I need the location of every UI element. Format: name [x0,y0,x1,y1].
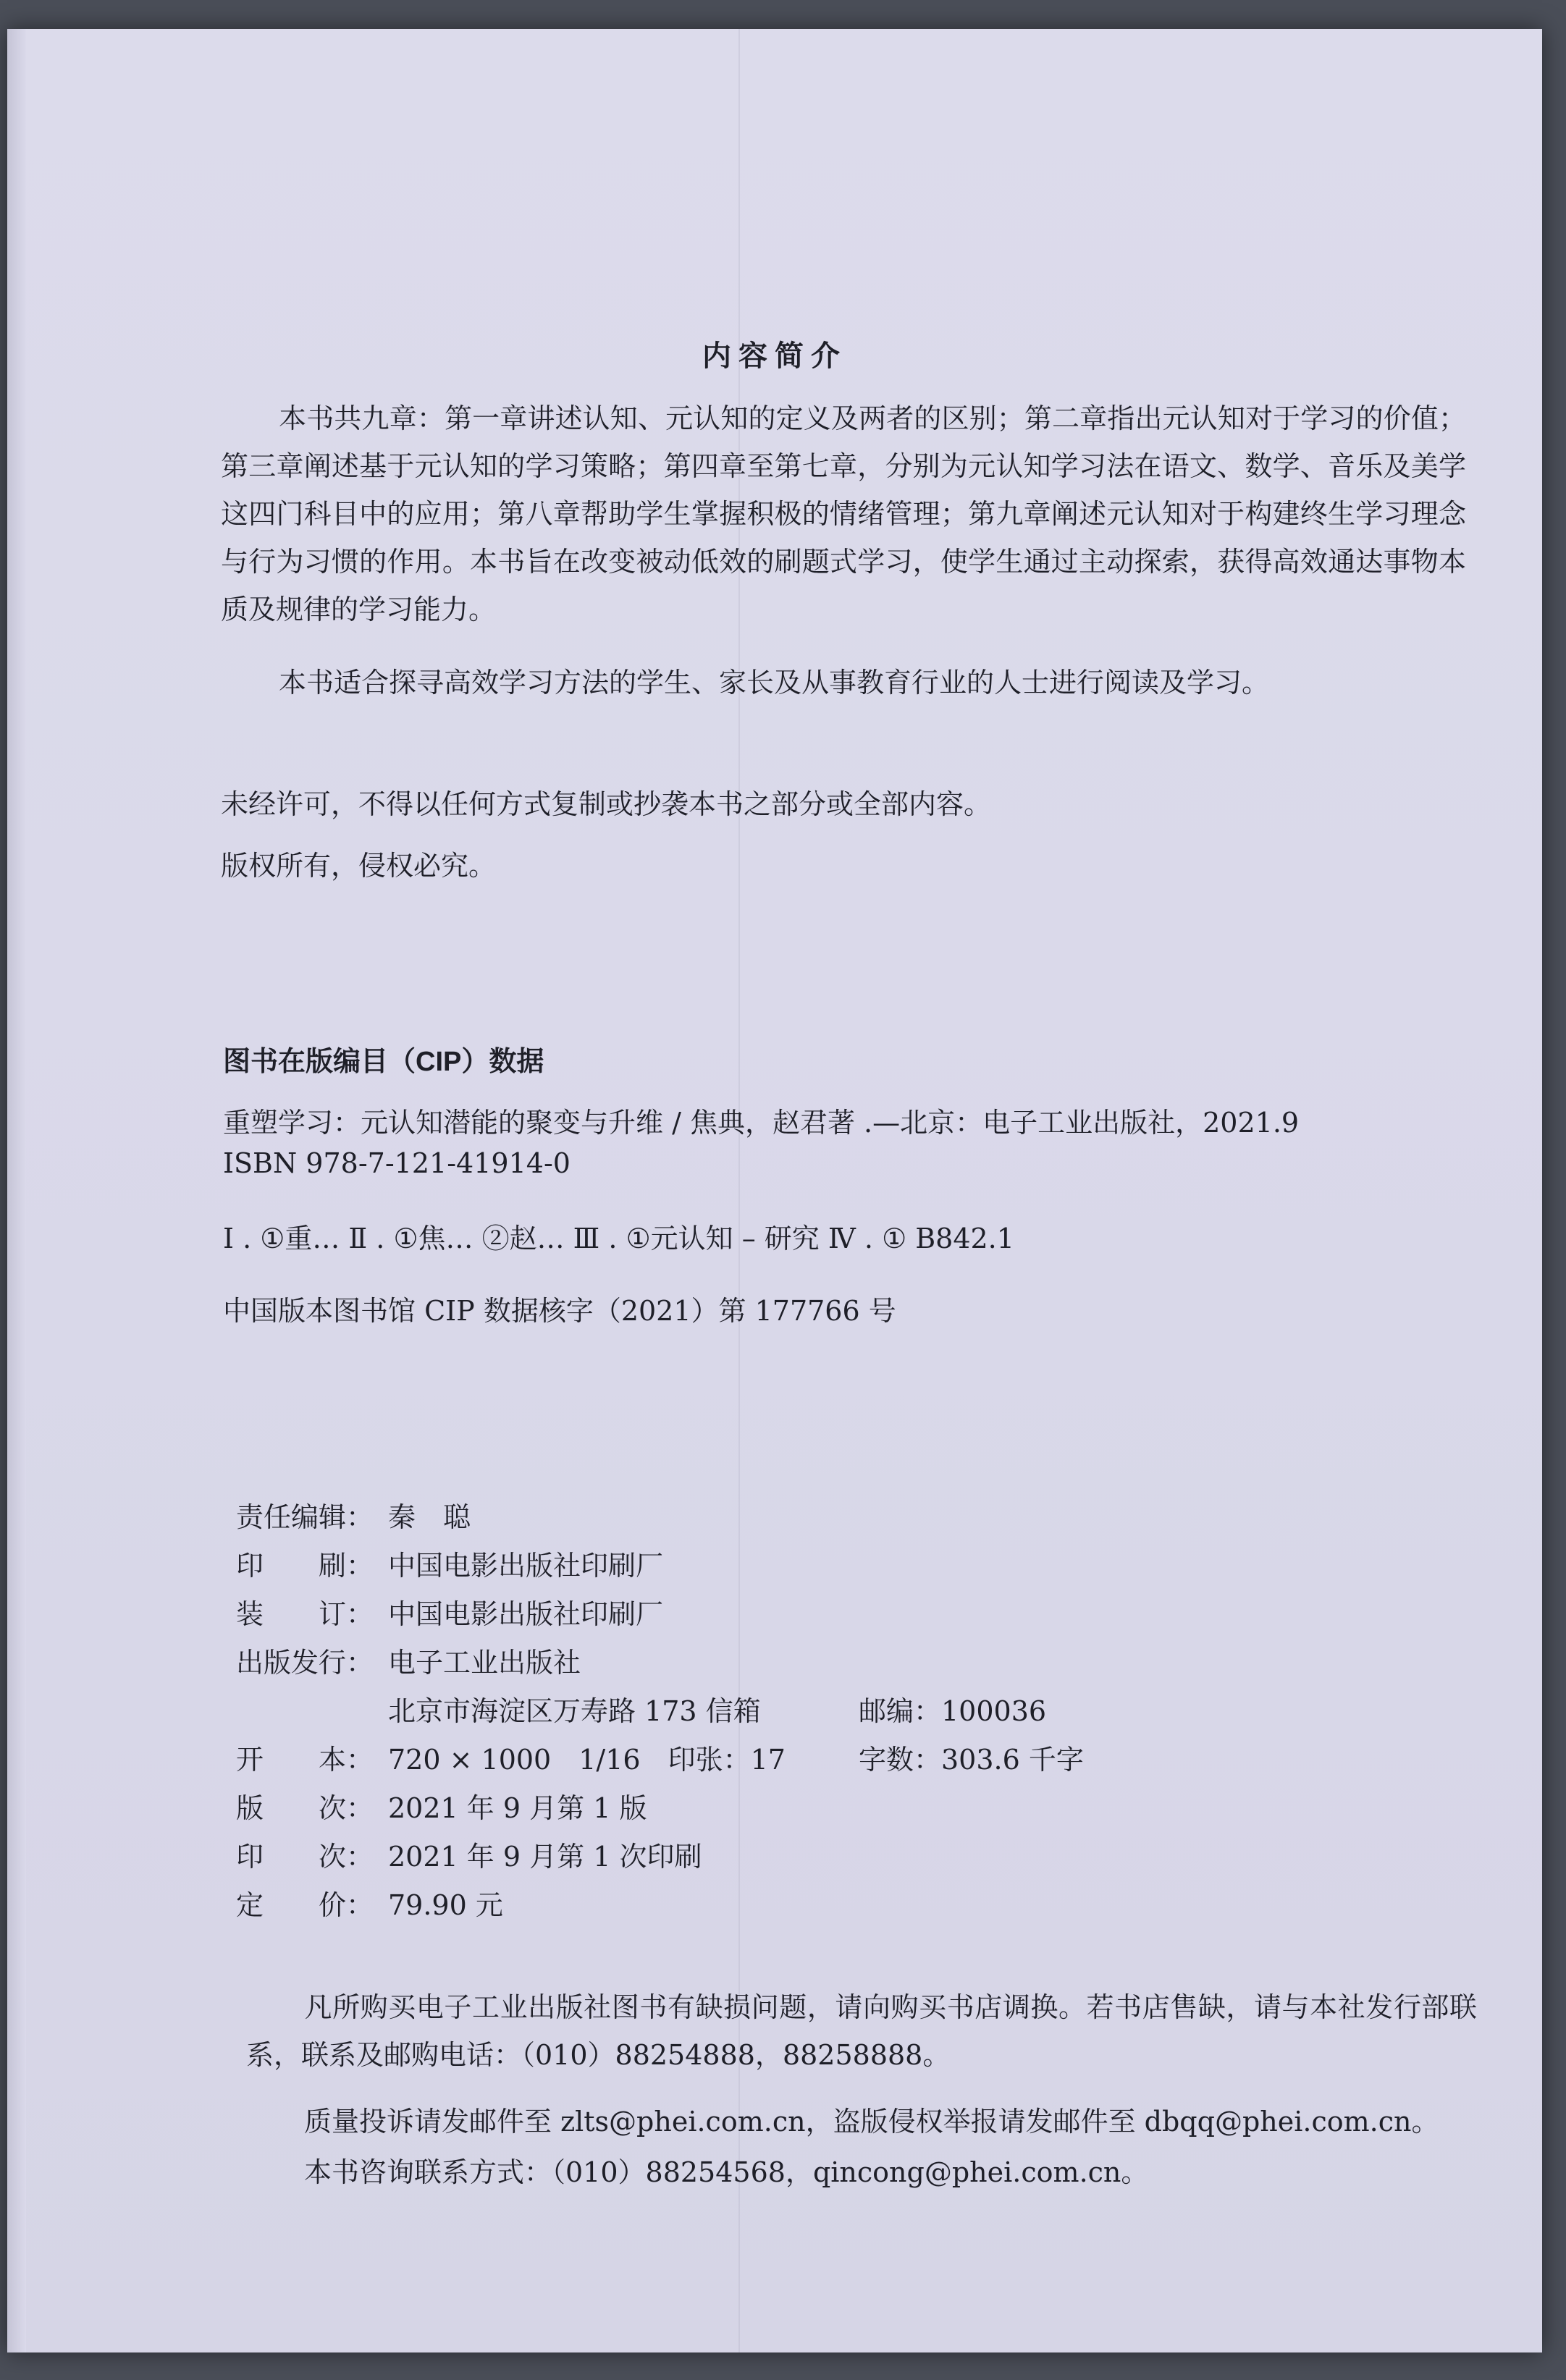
cip-heading: 图书在版编目（CIP）数据 [223,1047,544,1077]
detail-row-format [236,1737,1084,1777]
detail-extra: 邮编：100036 [859,1695,1047,1727]
detail-value: 2021 年 9 月第 1 次印刷 [388,1841,702,1873]
notice-quality: 质量投诉请发邮件至 zlts@phei.com.cn，盗版侵权举报请发邮件至 dbqq@phei.com.cn。 [304,2106,1439,2138]
detail-row-impression [236,1834,702,1874]
detail-row-printing [236,1543,663,1583]
detail-row-binding [236,1592,663,1632]
detail-label: 印 刷： [236,1550,374,1582]
detail-value: 电子工业出版社 [388,1647,581,1679]
copyright-notice: 未经许可，不得以任何方式复制或抄袭本书之部分或全部内容。 [221,788,992,820]
detail-row-publisher [236,1640,581,1680]
intro-audience-text: 本书适合探寻高效学习方法的学生、家长及从事教育行业的人士进行阅读及学习。 [279,667,1270,699]
detail-extra: 字数：303.6 千字 [859,1744,1084,1776]
detail-row-price [236,1883,503,1923]
notice-paragraph [246,1983,1477,2079]
detail-value: 中国电影出版社印刷厂 [388,1550,664,1582]
detail-label: 出版发行： [236,1647,374,1679]
cip-record: 重塑学习：元认知潜能的聚变与升维 / 焦典，赵君著 .—北京：电子工业出版社，2021.9 [223,1107,1300,1139]
detail-value: 北京市海淀区万寿路 173 信箱 [388,1695,761,1727]
detail-row-editor [236,1495,471,1535]
detail-label: 版 次： [236,1792,374,1824]
cip-classification: Ⅰ . ①重… Ⅱ . ①焦… ②赵… Ⅲ . ①元认知 – 研究 Ⅳ . ① B842.1 [223,1223,1014,1254]
cip-approval: 中国版本图书馆 CIP 数据核字（2021）第 177766 号 [223,1295,896,1327]
cip-isbn: ISBN 978-7-121-41914-0 [223,1147,571,1179]
detail-row-address [236,1689,1046,1729]
intro-title: 内容简介 [702,339,847,373]
detail-row-edition [236,1786,647,1826]
intro-paragraph-text: 本书共九章：第一章讲述认知、元认知的定义及两者的区别；第二章指出元认知对于学习的价值；第三章阐述基于元认知的学习策略；第四章至第七章，分别为元认知学习法在语文、数学、音乐及美学这四门科目中的应用；第八章帮助学生掌握积极的情绪管理；第九章阐述元认知对于构建终生学习理念与行为习惯的作用。本书旨在改变被动低效的刷题式学习，使学生通过主动探索，获得高效通达事物本质及规律的学习能力。 [221,402,1466,625]
detail-value: 79.90 元 [388,1889,503,1921]
detail-label: 责任编辑： [236,1501,374,1533]
copyright-rights: 版权所有，侵权必究。 [221,850,497,882]
detail-value: 720 × 1000 1/16 印张：17 [388,1744,786,1776]
notice-consult: 本书咨询联系方式：（010）88254568，qincong@phei.com.cn。 [304,2156,1149,2188]
detail-label: 开 本： [236,1744,374,1776]
notice-paragraph-text: 凡所购买电子工业出版社图书有缺损问题，请向购买书店调换。若书店售缺，请与本社发行部联系，联系及邮购电话：（010）88254888，88258888。 [246,1991,1477,2071]
detail-label: 装 订： [236,1598,374,1630]
detail-label: 印 次： [236,1841,374,1873]
book-page [7,29,1542,2352]
intro-audience [221,659,1466,706]
page-edge [7,29,26,2352]
detail-label: 定 价： [236,1889,374,1921]
detail-value: 2021 年 9 月第 1 版 [388,1792,647,1824]
detail-value: 中国电影出版社印刷厂 [388,1598,664,1630]
intro-paragraph [221,394,1466,633]
detail-value: 秦 聪 [388,1501,471,1533]
